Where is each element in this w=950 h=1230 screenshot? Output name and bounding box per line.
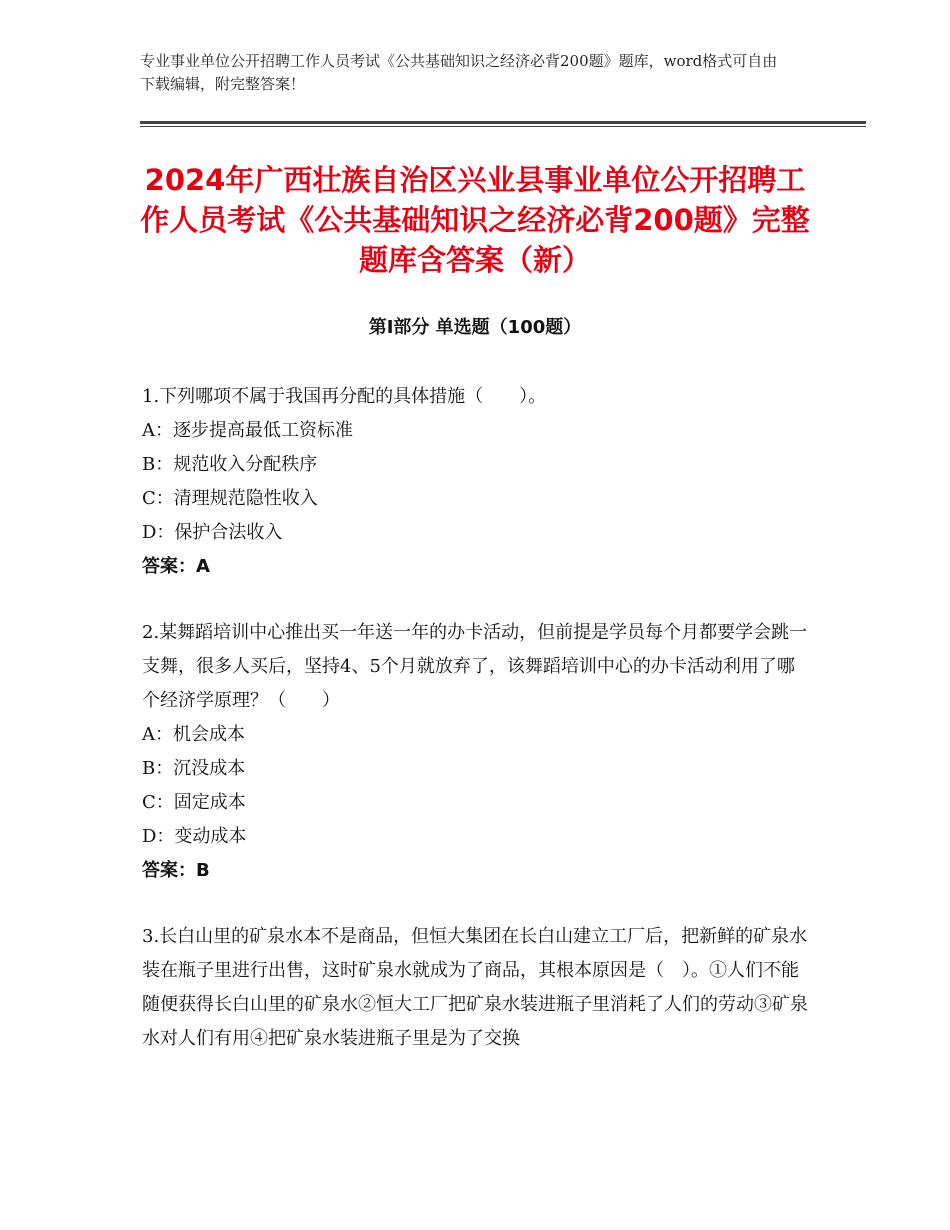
option-b: B：沉没成本 xyxy=(142,758,246,779)
question-3 xyxy=(142,920,812,1056)
option-a: A：逐步提高最低工资标准 xyxy=(142,420,353,441)
question-list xyxy=(142,380,812,1088)
option-b: B：规范收入分配秩序 xyxy=(142,454,318,475)
header-rule-thick xyxy=(140,121,866,124)
option-a: A：机会成本 xyxy=(142,724,245,745)
answer: 答案：B xyxy=(142,860,210,881)
answer: 答案：A xyxy=(142,556,210,577)
question-text: 2.某舞蹈培训中心推出买一年送一年的办卡活动，但前提是学员每个月都要学会跳一支舞，很多人买后，坚持4、5个月就放弃了，该舞蹈培训中心的办卡活动利用了哪个经济学原理？（ ） xyxy=(142,622,808,711)
header-note: 专业事业单位公开招聘工作人员考试《公共基础知识之经济必背200题》题库，word格式可自由下载编辑，附完整答案！ xyxy=(140,52,778,93)
option-d: D：保护合法收入 xyxy=(142,522,283,543)
header-rule-thin xyxy=(140,126,866,127)
question-2 xyxy=(142,616,812,888)
option-c: C：固定成本 xyxy=(142,792,246,813)
question-text: 1.下列哪项不属于我国再分配的具体措施（ ）。 xyxy=(142,386,547,407)
question-text: 3.长白山里的矿泉水本不是商品，但恒大集团在长白山建立工厂后，把新鲜的矿泉水装在瓶子里进行出售，这时矿泉水就成为了商品，其根本原因是（ ）。①人们不能随便获得长白山里的矿泉水②恒大工厂把矿泉水装进瓶子里消耗了人们的劳动③矿泉水对人们有用④把矿泉水装进瓶子里是为了交换 xyxy=(142,926,808,1049)
section-title: 第Ⅰ部分 单选题（100题） xyxy=(368,317,582,338)
document-title: 2024年广西壮族自治区兴业县事业单位公开招聘工作人员考试《公共基础知识之经济必背200题》完整题库含答案（新） xyxy=(140,163,810,277)
option-c: C：清理规范隐性收入 xyxy=(142,488,318,509)
option-d: D：变动成本 xyxy=(142,826,247,847)
question-1 xyxy=(142,380,812,584)
